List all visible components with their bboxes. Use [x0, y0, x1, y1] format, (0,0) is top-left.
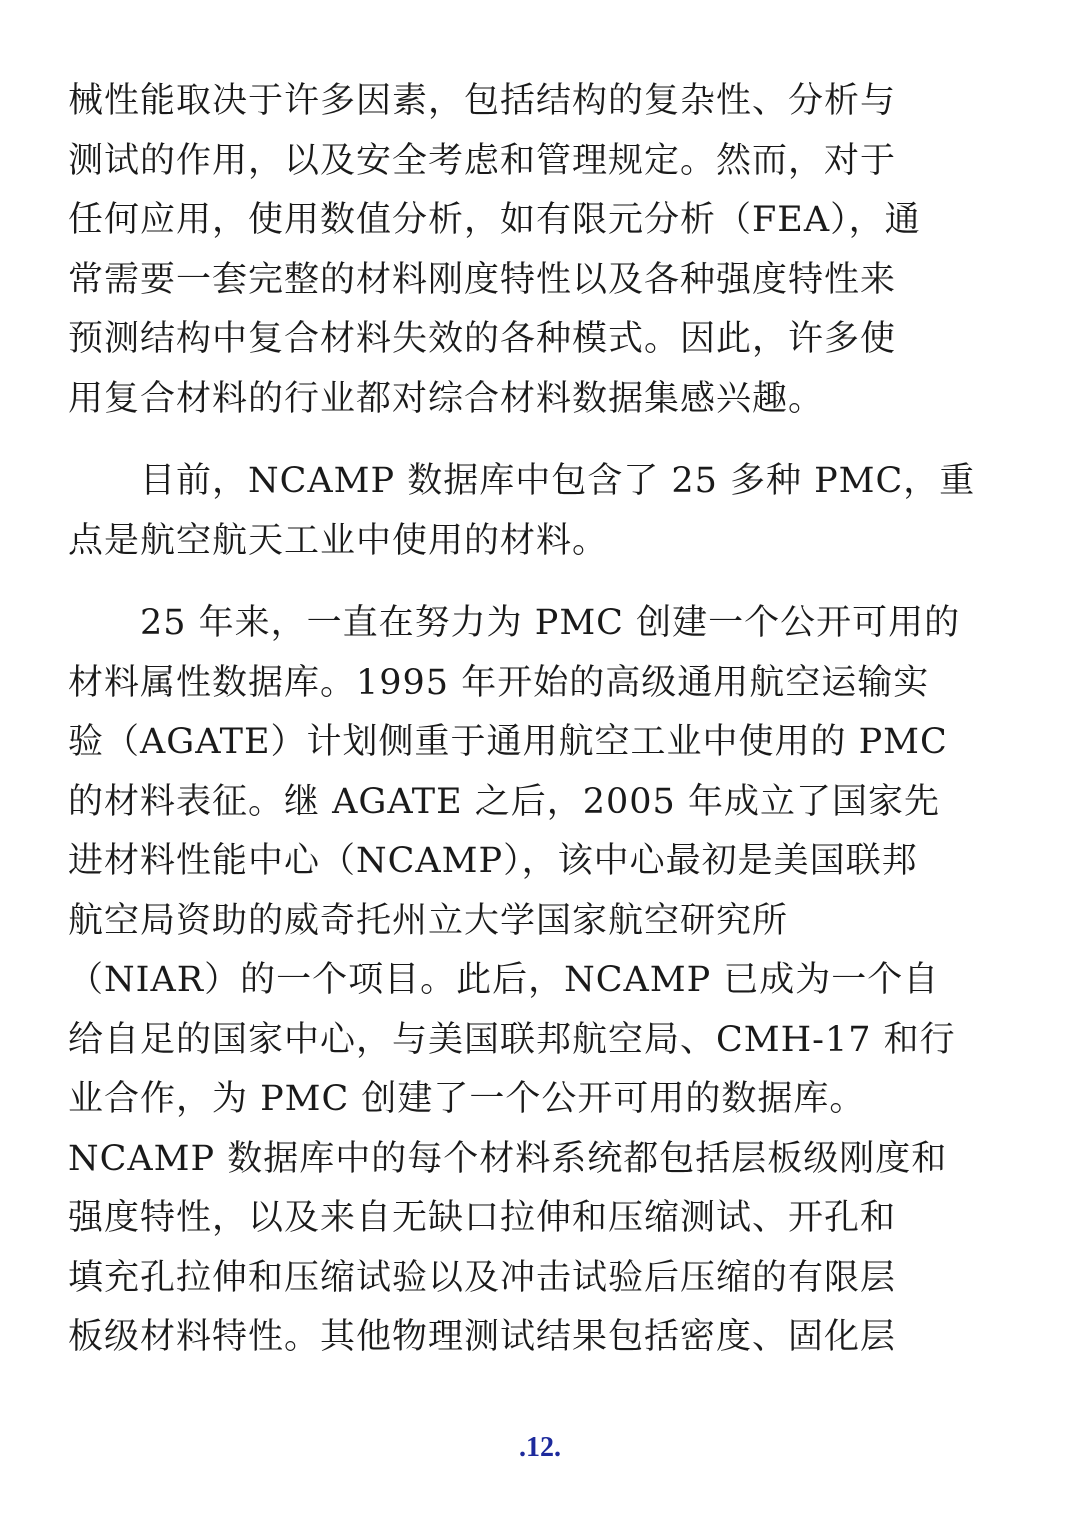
text-line: NCAMP 数据库中的每个材料系统都包括层板级刚度和: [68, 1138, 948, 1179]
text-line: 预测结构中复合材料失效的各种模式。因此，许多使: [68, 319, 897, 359]
text-line: 目前，NCAMP 数据库中包含了 25 多种 PMC，重: [68, 461, 976, 501]
text-line: 测试的作用，以及安全考虑和管理规定。然而，对于: [68, 140, 897, 181]
text-line: 给自足的国家中心，与美国联邦航空局、CMH-17 和行: [68, 1019, 956, 1060]
text-line: 25 年来，一直在努力为 PMC 创建一个公开可用的: [68, 603, 961, 643]
paragraph-2: [68, 452, 1014, 571]
paragraph-spacer: [68, 429, 1014, 452]
page-number: .12.: [519, 1432, 561, 1463]
text-line: 材料属性数据库。1995 年开始的高级通用航空运输实: [68, 662, 930, 703]
text-line: 填充孔拉伸和压缩试验以及冲击试验后压缩的有限层: [68, 1257, 897, 1298]
text-line: 航空局资助的威奇托州立大学国家航空研究所: [68, 900, 789, 941]
paragraph-3: [68, 594, 1014, 1368]
text-line: 业合作，为 PMC 创建了一个公开可用的数据库。: [68, 1079, 866, 1119]
text-line: 任何应用，使用数值分析，如有限元分析（FEA），通: [68, 200, 921, 240]
text-line: 械性能取决于许多因素，包括结构的复杂性、分析与: [68, 81, 897, 121]
text-line: 板级材料特性。其他物理测试结果包括密度、固化层: [68, 1317, 897, 1357]
text-line: （NIAR）的一个项目。此后，NCAMP 已成为一个自: [68, 960, 940, 1000]
text-line: 验（AGATE）计划侧重于通用航空工业中使用的 PMC: [68, 722, 948, 762]
text-line: 点是航空航天工业中使用的材料。: [68, 520, 609, 561]
text-line: 进材料性能中心（NCAMP），该中心最初是美国联邦: [68, 841, 918, 881]
text-line: 的材料表征。继 AGATE 之后，2005 年成立了国家先: [68, 781, 940, 822]
paragraph-1: [68, 72, 1014, 429]
body-text: [68, 72, 1014, 1368]
paragraph-spacer: [68, 571, 1014, 594]
text-line: 常需要一套完整的材料刚度特性以及各种强度特性来: [68, 259, 897, 300]
text-line: 用复合材料的行业都对综合材料数据集感兴趣。: [68, 378, 825, 419]
text-line: 强度特性，以及来自无缺口拉伸和压缩测试、开孔和: [68, 1198, 897, 1238]
